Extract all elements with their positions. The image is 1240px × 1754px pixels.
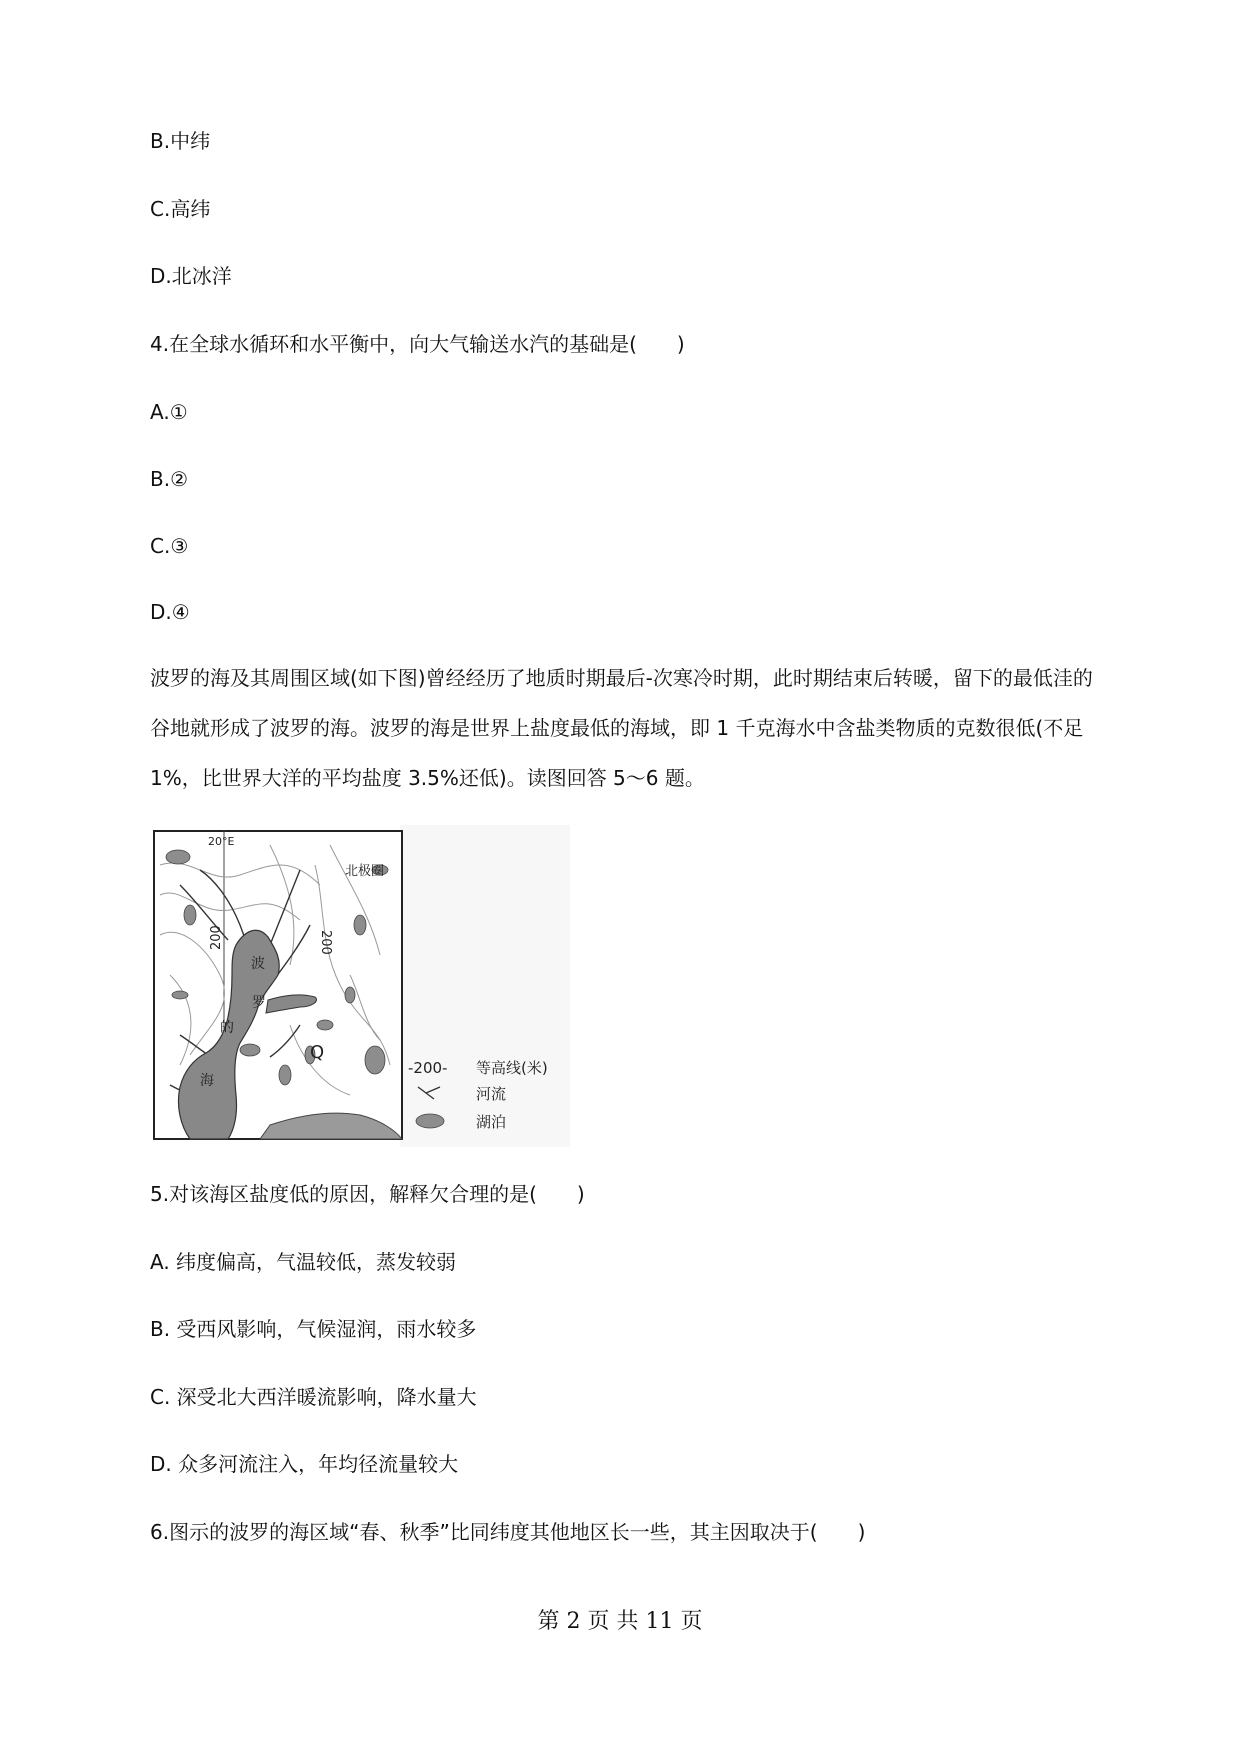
- option-4a: A.①: [150, 400, 188, 424]
- legend-river-label: 河流: [476, 1085, 507, 1103]
- page-footer: 第 2 页 共 11 页: [537, 1609, 703, 1634]
- longitude-label: 20°E: [208, 835, 235, 848]
- option-3d: D.北冰洋: [150, 264, 232, 288]
- option-5c: C. 深受北大西洋暖流影响，降水量大: [150, 1385, 477, 1409]
- option-4d: D.④: [150, 600, 190, 624]
- question-6-stem: 6.图示的波罗的海区域“春、秋季”比同纬度其他地区长一些，其主因取决于( ): [150, 1520, 866, 1544]
- sea-label-char-1: 波: [251, 956, 265, 972]
- option-4c: C.③: [150, 534, 189, 558]
- baltic-sea-map: [150, 825, 570, 1147]
- contour-label-left: 200: [209, 925, 224, 950]
- option-5d: D. 众多河流注入，年均径流量较大: [150, 1452, 459, 1476]
- point-q-label: Q: [310, 1042, 325, 1063]
- baltic-sea-map-figure: [150, 825, 570, 1147]
- sea-label-char-2: 罗: [252, 995, 266, 1011]
- contour-label-right: 200: [318, 930, 333, 955]
- option-4b: B.②: [150, 467, 189, 491]
- option-3b: B.中纬: [150, 129, 211, 153]
- sea-label-char-4: 海: [200, 1073, 214, 1089]
- option-5b: B. 受西风影响，气候湿润，雨水较多: [150, 1317, 477, 1341]
- legend-lake-label: 湖泊: [476, 1113, 507, 1131]
- question-5-stem: 5.对该海区盐度低的原因，解释欠合理的是( ): [150, 1182, 585, 1206]
- legend-contour-label: 等高线(米): [476, 1059, 548, 1077]
- arctic-circle-label: 北极圈: [345, 864, 385, 879]
- passage-text: 波罗的海及其周围区域(如下图)曾经经历了地质时期最后-次寒冷时期，此时期结束后转暖，留下的最低洼的谷地就形成了波罗的海。波罗的海是世界上盐度最低的海域，即 1 千克海水中含盐类物质的克数很低(不足 1%，比世界大洋的平均盐度 3.5%还低)。读图回答 5～6 题。: [150, 666, 1093, 790]
- option-3c: C.高纬: [150, 197, 211, 221]
- legend-lake-symbol: [416, 1114, 444, 1128]
- sea-label-char-3: 的: [220, 1020, 234, 1036]
- legend-contour-sample: -200-: [408, 1059, 448, 1077]
- question-4-stem: 4.在全球水循环和水平衡中，向大气输送水汽的基础是( ): [150, 332, 685, 356]
- option-5a: A. 纬度偏高，气温较低，蒸发较弱: [150, 1250, 457, 1274]
